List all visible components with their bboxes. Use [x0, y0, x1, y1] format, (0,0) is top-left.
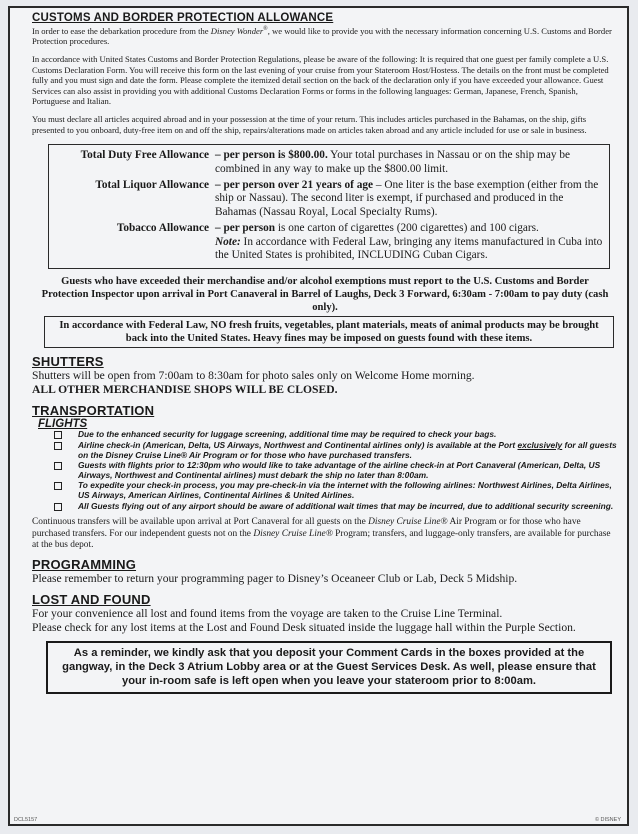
- duty-free-row: [55, 149, 603, 176]
- liquor-lead: – per person over 21 years of age: [215, 179, 374, 192]
- shutters-heading: SHUTTERS: [32, 354, 104, 370]
- page-content: [32, 12, 618, 694]
- duty-free-lead: – per person is $800.00.: [215, 149, 328, 162]
- doc-code: DCL5157: [14, 817, 38, 823]
- registered-mark: ®: [263, 26, 268, 32]
- dcl-name: Disney Cruise Line®: [368, 517, 448, 528]
- shutters-closed: ALL OTHER MERCHANDISE SHOPS WILL BE CLOSED.: [32, 383, 338, 397]
- flight-item-text-2: for all guests on the Disney Cruise Line® Air Program or for those who have purchased transfers.: [78, 440, 617, 460]
- flight-item-text: To expedite your check-in process, you may pre-check-in via the internet with the following airlines: Northwest Airlines, Delta Airlines, US Airways, American Airlines, Continental Airlines & United Airlines.: [78, 480, 612, 501]
- reminder-box: As a reminder, we kindly ask that you deposit your Comment Cards in the boxes provided at the gangway, in the Deck 3 Atrium Lobby area or at the Guest Services Desk. As well, please ensure that your in-room safe is left open when you leave your stateroom prior to 8:00am.: [46, 641, 612, 694]
- shutters-text: Shutters will be open from 7:00am to 8:30am for photo sales only on Welcome Home morning.: [32, 369, 475, 383]
- liquor-row: [55, 179, 603, 219]
- lost-found-heading: LOST AND FOUND: [32, 592, 151, 608]
- flight-item-text: All Guests flying out of any airport should be aware of additional wait times that may be incurred, due to additional security screening.: [78, 500, 614, 511]
- customs-declare: You must declare all articles acquired abroad and in your possession at the time of your return. This includes articles purchased in the Bahamas, on the ship, gifts presented to you onboard, duty-free item on and off the ship, repairs/alterations made on articles taken abroad and any article included for use or sale in business.: [32, 114, 587, 135]
- tobacco-note-text: In accordance with Federal Law, bringing any items manufactured in Cuba into the United States is prohibited, INCLUDING Cuban Cigars.: [215, 235, 603, 262]
- customs-heading: CUSTOMS AND BORDER PROTECTION ALLOWANCE: [32, 12, 334, 24]
- flight-item-text: Airline check-in (American, Delta, US Airways, Northwest and Continental airlines only) is available at the Port: [78, 440, 518, 451]
- duty-free-label: Total Duty Free Allowance: [80, 149, 209, 162]
- duty-free-desc: [215, 149, 603, 176]
- tobacco-note-label: Note:: [215, 235, 241, 248]
- transfers-text: [32, 517, 618, 551]
- list-item: [54, 430, 618, 440]
- lost-found-text-2: Please check for any lost items at the Lost and Found Desk situated inside the luggage hall within the Purple Section.: [32, 621, 576, 635]
- checkbox-bullet-icon: [54, 442, 62, 450]
- checkbox-bullet-icon: [54, 503, 62, 511]
- customs-intro: [32, 24, 618, 47]
- list-item: [54, 481, 618, 500]
- ship-name: Disney Wonder: [210, 25, 264, 36]
- checkbox-bullet-icon: [54, 431, 62, 439]
- federal-notice: In accordance with Federal Law, NO fresh fruits, vegetables, plant materials, meats of animal products may be brought back into the United States. Heavy fines may be imposed on guests found with these items.: [44, 316, 614, 348]
- flight-item-text: Guests with flights prior to 12:30pm who would like to take advantage of the airline check-in at Port Canaveral (American, Delta, US Airways, Northwest and Continental airlines) must debark the ship no later than 8:00am.: [78, 460, 601, 480]
- list-item: [54, 502, 618, 512]
- tobacco-label: Tobacco Allowance: [116, 222, 209, 235]
- programming-text: Please remember to return your programming pager to Disney’s Oceaneer Club or Lab, Deck 5 Midship.: [32, 572, 518, 586]
- liquor-desc: [215, 179, 603, 219]
- flight-item-text: Due to the enhanced security for luggage screening, additional time may be required to check your bags.: [78, 429, 497, 440]
- list-item: [54, 441, 618, 460]
- liquor-text: – One liter is the base exemption (either from the ship or Nassau). The second liter is exempt, if purchased and produced in the Bahamas (Nassau Royal, Local Specialty Rums).: [215, 179, 599, 218]
- tobacco-text: is one carton of cigarettes (200 cigarettes) and 100 cigars.: [275, 222, 539, 235]
- transfers-text-c: Program; transfers, and luggage-only transfers, are available for purchase at the bus depot.: [32, 528, 611, 551]
- checkbox-bullet-icon: [54, 482, 62, 490]
- duty-free-text: Your total purchases in Nassau or on the ship may be combined in any way to make up the $800.00 limit.: [215, 149, 570, 175]
- customs-intro-text: In order to ease the debarkation procedure from the: [32, 25, 211, 36]
- transfers-text-a: Continuous transfers will be available upon arrival at Port Canaveral for all guests on the: [32, 517, 369, 528]
- lost-found-text-1: For your convenience all lost and found items from the voyage are taken to the Cruise Line Terminal.: [32, 607, 503, 621]
- list-item: [54, 461, 618, 480]
- allowances-box: [48, 144, 610, 269]
- flights-list: [32, 430, 618, 511]
- tobacco-lead: – per person: [215, 222, 276, 235]
- customs-regulations: In accordance with United States Customs and Border Protection Regulations, please be aware of the following: It is required that one guest per family complete a U.S. Customs Declaration Form. You will receive this form on the last evening of your cruise from your Stateroom Host/Hostess. The details on the front must be completed fully and you must sign and date the form. Please complete the itemized detail section on the back of the declaration only if you have exceeded your allowance. Guest Services can also assist in providing you with additional Customs Declaration Forms or forms in the following languages: German, Japanese, French, Spanish, Portuguese and Italian.: [32, 54, 609, 107]
- checkbox-bullet-icon: [54, 462, 62, 470]
- flight-item-emphasis: exclusively: [517, 440, 563, 451]
- dcl-name-2: Disney Cruise Line®: [253, 528, 333, 539]
- programming-heading: PROGRAMMING: [32, 557, 137, 573]
- page-frame: [8, 6, 629, 826]
- transportation-heading: TRANSPORTATION: [32, 403, 155, 419]
- copyright: © DISNEY: [594, 817, 621, 823]
- flights-heading: FLIGHTS: [38, 418, 88, 431]
- tobacco-row: [55, 222, 603, 262]
- tobacco-desc: [215, 222, 603, 262]
- report-notice: Guests who have exceeded their merchandise and/or alcohol exemptions must report to the U.S. Customs and Border Protection Inspector upon arrival in Port Canaveral in Barrel of Laughs, Deck 3 Forward, 6:30am - 7:00am to pay duty (cash only).: [41, 276, 609, 314]
- customs-intro-text-2: , we would like to provide you with the necessary information concerning U.S. Customs and Border Protection procedures.: [32, 25, 612, 47]
- liquor-label: Total Liquor Allowance: [95, 179, 209, 192]
- transfers-text-b: Air Program or for those who have purchased transfers. For our independent guests not on the: [32, 517, 581, 539]
